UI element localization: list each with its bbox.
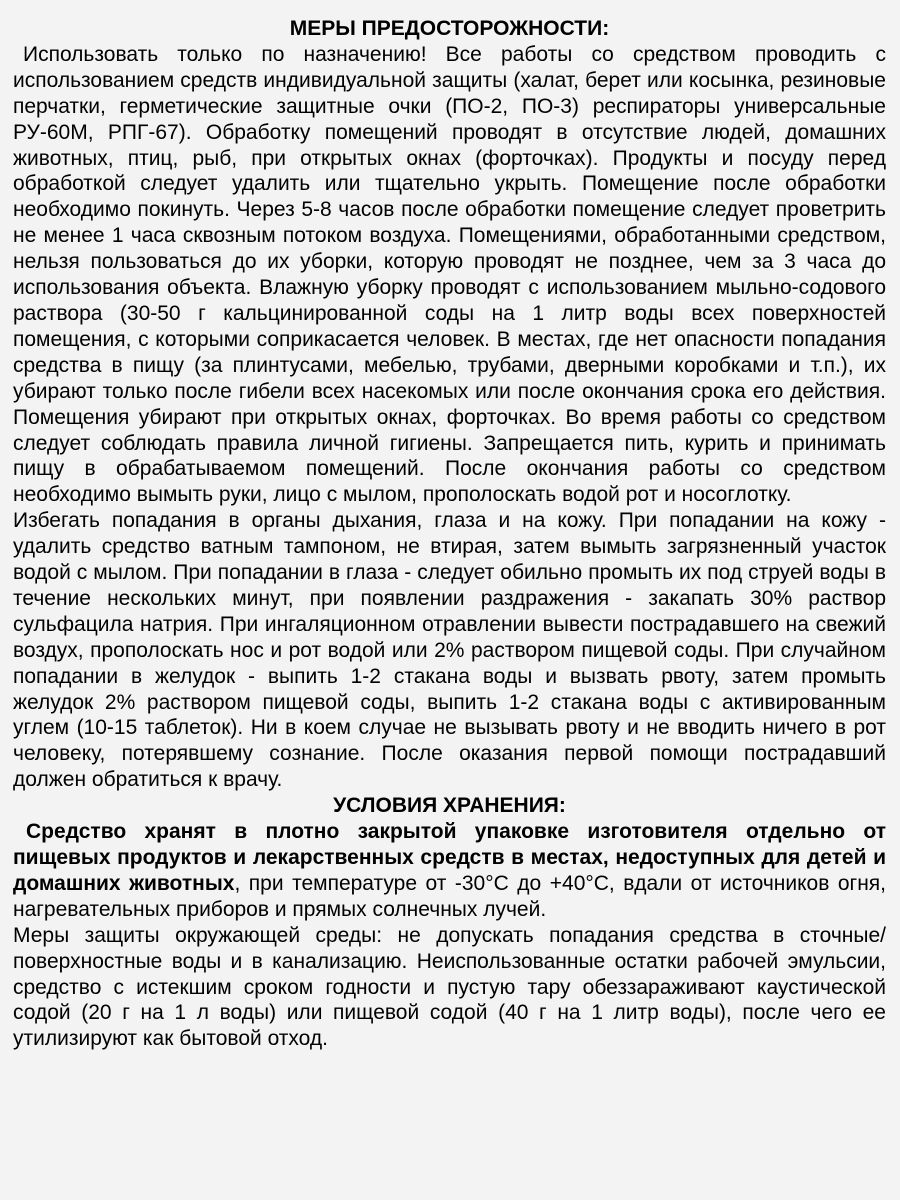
storage-paragraph-1-bold: Средство хранят в плотно закрытой упаковке изготовителя отдельно от пищевых продуктов и лекарственных средств в местах, недоступных для детей и домашних животных — [13, 820, 886, 895]
storage-paragraph-1 — [13, 819, 886, 923]
precautions-paragraph-1: Использовать только по назначению! Все работы со средством проводить с использованием средств индивидуальной защиты (халат, берет или косынка, резиновые перчатки, герметические защитные очки (ПО-2, ПО-3) респираторы универсальные РУ-60М, РПГ-67). Обработку помещений проводят в отсутствие людей, домашних животных, птиц, рыб, при открытых окнах (форточках). Продукты и посуду перед обработкой следует удалить или тщательно укрыть. Помещение после обработки необходимо покинуть. Через 5-8 часов после обработки помещение следует проветрить не менее 1 часа сквозным потоком воздуха. Помещениями, обработанными средством, нельзя пользоваться до их уборки, которую проводят не позднее, чем за 3 часа до использования объекта. Влажную уборку проводят с использованием мыльно-содового раствора (30-50 г кальцинированной соды на 1 литр воды всех поверхностей помещения, с которыми соприкасается человек. В местах, где нет опасности попадания средства в пищу (за плинтусами, мебелью, трубами, дверными коробками и т.п.), их убирают только после гибели всех насекомых или после окончания срока его действия. Помещения убирают при открытых окнах, форточках. Во время работы со средством следует соблюдать правила личной гигиены. Запрещается пить, курить и принимать пищу в обрабатываемом помещений. После окончания работы со средством необходимо вымыть руки, лицо с мылом, прополоскать водой рот и носоглотку. — [13, 42, 886, 507]
storage-heading: УСЛОВИЯ ХРАНЕНИЯ: — [333, 794, 566, 818]
storage-paragraph-1-rest: , при температуре от -30°C до +40°C, вдали от источников огня, нагревательных приборов и прямых солнечных лучей. — [13, 871, 887, 921]
precautions-paragraph-2: Избегать попадания в органы дыхания, глаза и на кожу. При попадании на кожу - удалить средство ватным тампоном, не втирая, затем вымыть загрязненный участок водой с мылом. При попадании в глаза - следует обильно промыть их под струей воды в течение нескольких минут, при появлении раздражения - закапать 30% раствор сульфацила натрия. При ингаляционном отравлении вывести пострадавшего на свежий воздух, прополоскать нос и рот водой или 2% раствором пищевой соды. При случайном попадании в желудок - выпить 1-2 стакана воды и вызвать рвоту, затем промыть желудок 2% раствором пищевой соды, выпить 1-2 стакана воды с активированным углем (10-15 таблеток). Ни в коем случае не вызывать рвоту и не вводить ничего в рот человеку, потерявшему сознание. После оказания первой помощи пострадавший должен обратиться к врачу. — [13, 509, 886, 792]
precautions-heading: МЕРЫ ПРЕДОСТОРОЖНОСТИ: — [289, 17, 610, 40]
environment-paragraph: Меры защиты окружающей среды: не допускать попадания средства в сточные/поверхностные воды и в канализацию. Неиспользованные остатки рабочей эмульсии, средство с истекшим сроком годности и пустую тару обеззараживают каустической содой (20 г на 1 л воды) или пищевой содой (40 г на 1 литр воды), после чего ее утилизируют как бытовой отход. — [13, 923, 886, 1051]
